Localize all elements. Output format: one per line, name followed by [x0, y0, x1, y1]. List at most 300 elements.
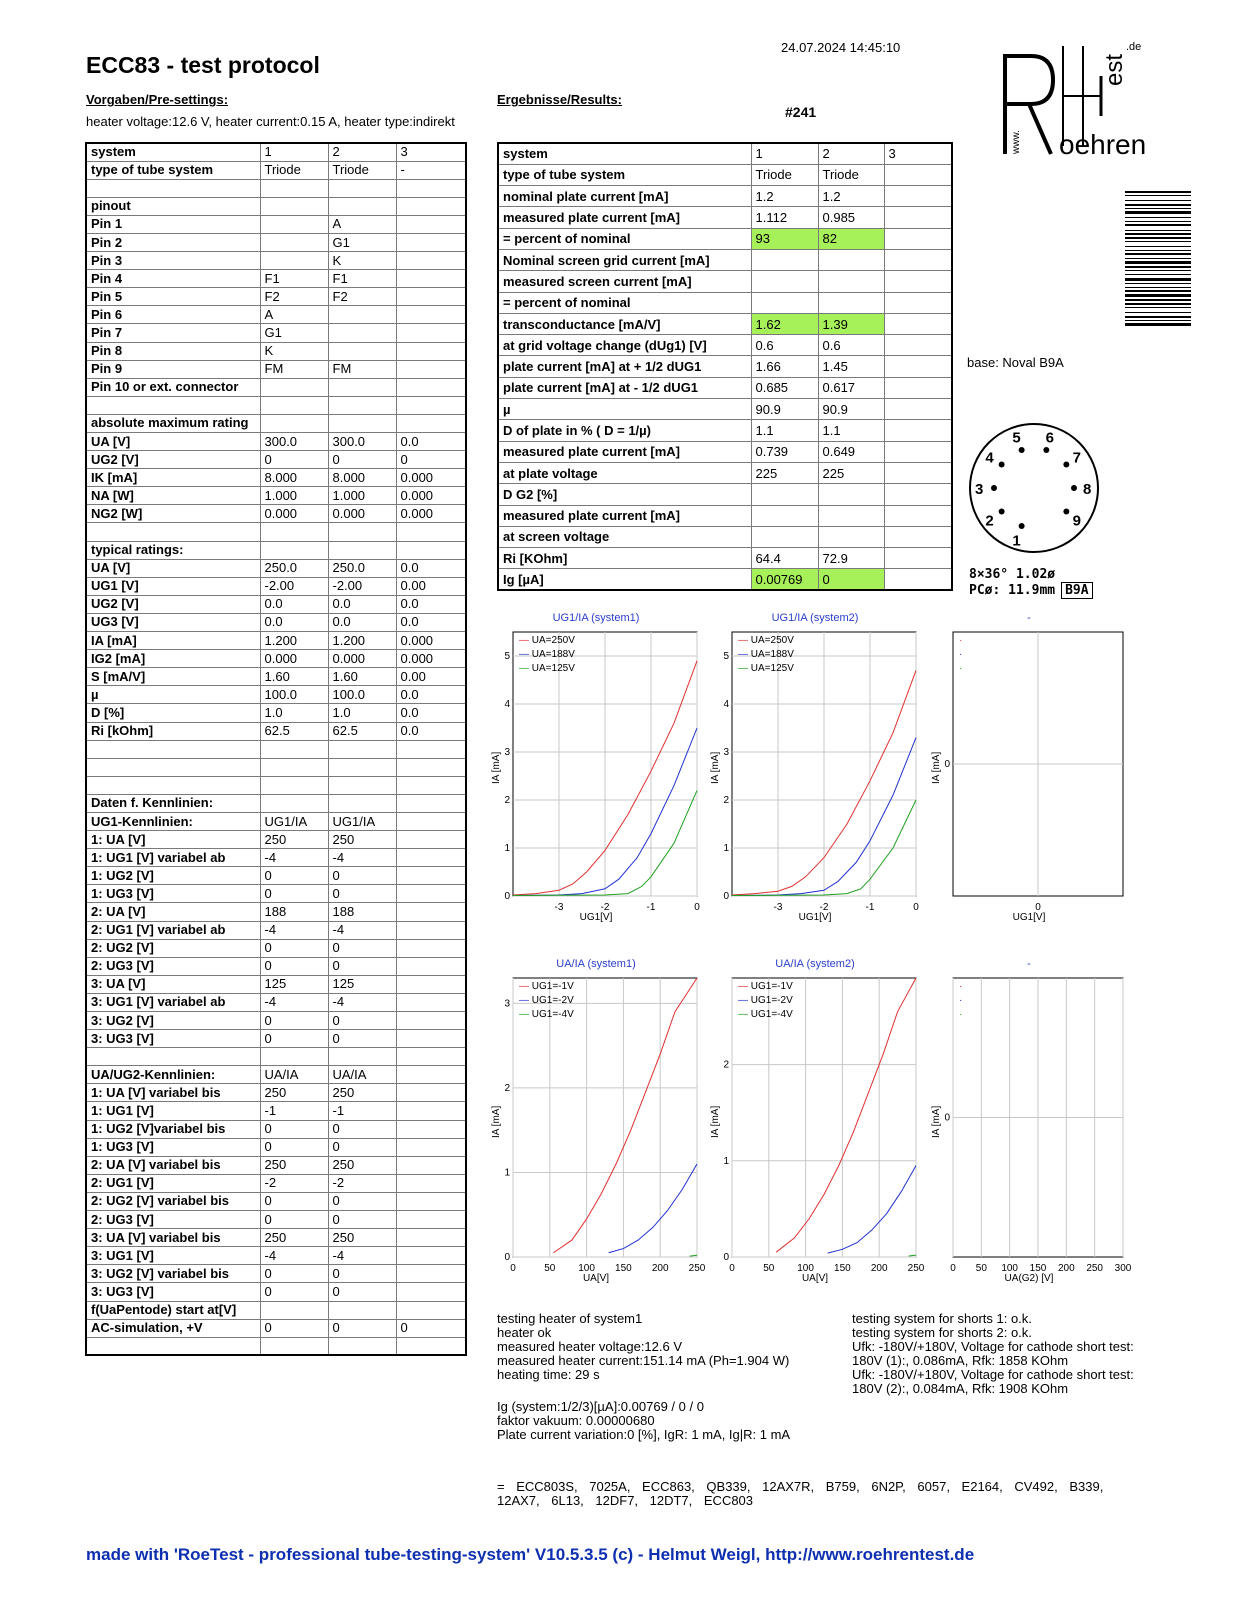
pre-label: UG1 [V] — [86, 577, 260, 595]
equivalent-tubes: = ECC803S, 7025A, ECC863, QB339, 12AX7R, B759, 6N2P, 6057, E2164, CV492, B339, 12AX7, 6L13, 12DF7, 12DT7, ECC803 — [497, 1479, 1104, 1508]
chart-title: UG1/IA (system2) — [771, 612, 859, 624]
pre-row — [86, 469, 466, 487]
report-line: heating time: 29 s — [497, 1367, 600, 1382]
pre-value — [396, 179, 466, 197]
pre-value: -4 — [328, 993, 396, 1011]
pre-row — [86, 541, 466, 559]
barcode-bar — [1125, 316, 1191, 318]
x-tick-label: -3 — [554, 902, 564, 913]
pre-value — [396, 1192, 466, 1210]
pre-label: UA [V] — [86, 559, 260, 577]
pin-number: 1 — [1012, 532, 1021, 550]
pre-value: -1 — [260, 1102, 328, 1120]
pre-row — [86, 740, 466, 758]
pre-value: 0.0 — [396, 613, 466, 631]
pre-value: F1 — [328, 270, 396, 288]
pre-value — [260, 1337, 328, 1355]
pre-value — [396, 1337, 466, 1355]
barcode-bar — [1125, 299, 1191, 301]
pre-value — [396, 1174, 466, 1192]
pre-value — [396, 378, 466, 396]
pre-row — [86, 360, 466, 378]
barcode-bar — [1125, 230, 1191, 231]
pre-label: 3: UG3 [V] — [86, 1030, 260, 1048]
report-line: testing system for shorts 2: o.k. — [852, 1325, 1032, 1340]
pre-value: Triode — [260, 161, 328, 179]
report-line: Ufk: -180V/+180V, Voltage for cathode short test: — [852, 1367, 1134, 1382]
x-tick-label: 150 — [834, 1263, 851, 1274]
pre-value: 188 — [328, 903, 396, 921]
x-tick-label: -1 — [646, 902, 656, 913]
res-value — [751, 526, 818, 547]
pre-label: NA [W] — [86, 487, 260, 505]
pre-value: A — [328, 215, 396, 233]
res-value: 225 — [818, 462, 884, 483]
x-tick-label: -2 — [819, 902, 829, 913]
pre-value: 0 — [328, 1120, 396, 1138]
pre-value: G1 — [260, 324, 328, 342]
pre-value: 0.0 — [396, 433, 466, 451]
x-axis-label: UA[V] — [801, 1273, 829, 1284]
chart-legend — [959, 980, 962, 1022]
legend-swatch: · — [959, 663, 963, 674]
pre-label: Pin 8 — [86, 342, 260, 360]
res-row — [498, 377, 952, 398]
pre-label: Pin 5 — [86, 288, 260, 306]
pre-row — [86, 559, 466, 577]
legend-label: UA=250V — [531, 635, 575, 646]
tube-base-outline — [970, 424, 1098, 552]
pre-label: 1: UG3 [V] — [86, 885, 260, 903]
pre-label: 2: UG1 [V] variabel ab — [86, 921, 260, 939]
pre-value — [396, 831, 466, 849]
legend-entry — [519, 994, 574, 1008]
res-row — [498, 335, 952, 356]
chart-6 — [927, 944, 1131, 1299]
x-tick-label: 50 — [975, 1263, 987, 1274]
pre-row — [86, 993, 466, 1011]
res-value: 90.9 — [818, 399, 884, 420]
pre-row — [86, 921, 466, 939]
pre-row — [86, 433, 466, 451]
pre-value — [260, 179, 328, 197]
pre-value — [396, 1102, 466, 1120]
y-tick-label: 0 — [504, 1252, 510, 1263]
legend-swatch: · — [959, 635, 963, 646]
pre-value: 188 — [260, 903, 328, 921]
y-tick-label: 0 — [944, 759, 950, 770]
pre-value: 0.000 — [396, 632, 466, 650]
pre-value: 1.000 — [260, 487, 328, 505]
pre-value — [328, 1337, 396, 1355]
res-value — [818, 505, 884, 526]
chart-2 — [706, 598, 924, 938]
pre-row — [86, 1319, 466, 1337]
barcode-bar — [1125, 320, 1191, 321]
pre-value: 250.0 — [328, 559, 396, 577]
pre-value: 1 — [260, 143, 328, 161]
pre-row — [86, 794, 466, 812]
chart-title: UA/IA (system1) — [556, 958, 636, 970]
res-value — [884, 484, 952, 505]
pre-row — [86, 613, 466, 631]
barcode-bar — [1125, 258, 1191, 259]
legend-label: UA=188V — [750, 649, 794, 660]
pre-row — [86, 957, 466, 975]
pre-value — [328, 740, 396, 758]
pre-value: FM — [328, 360, 396, 378]
pin-dot — [991, 485, 997, 491]
barcode-bar — [1125, 294, 1191, 297]
pre-label: Pin 3 — [86, 252, 260, 270]
pre-value — [396, 1156, 466, 1174]
pre-label: 2: UG2 [V] variabel bis — [86, 1192, 260, 1210]
pre-label: UG2 [V] — [86, 451, 260, 469]
res-row — [498, 462, 952, 483]
res-value: Triode — [818, 164, 884, 185]
legend-entry — [959, 662, 962, 676]
res-row — [498, 292, 952, 313]
x-axis-label: UG1[V] — [579, 912, 613, 923]
pre-row — [86, 1337, 466, 1355]
pre-label — [86, 1337, 260, 1355]
pre-value: 125 — [260, 975, 328, 993]
pre-value — [260, 378, 328, 396]
pre-row — [86, 903, 466, 921]
res-value: 0.985 — [818, 207, 884, 228]
pre-row — [86, 812, 466, 830]
pre-value — [328, 324, 396, 342]
legend-label: UA=250V — [750, 635, 794, 646]
y-tick-label: 0 — [723, 891, 729, 902]
res-value: 0.6 — [818, 335, 884, 356]
pre-row — [86, 1192, 466, 1210]
res-value — [884, 186, 952, 207]
pre-value — [396, 541, 466, 559]
res-label: nominal plate current [mA] — [498, 186, 751, 207]
pre-value: -2.00 — [328, 577, 396, 595]
pre-value — [328, 1301, 396, 1319]
legend-entry — [738, 634, 794, 648]
pre-value: Triode — [328, 161, 396, 179]
res-value: 72.9 — [818, 548, 884, 569]
x-tick-label: 0 — [913, 902, 919, 913]
pre-label: Pin 4 — [86, 270, 260, 288]
pre-label: 2: UG3 [V] — [86, 1211, 260, 1229]
x-axis-label: UG1[V] — [798, 912, 832, 923]
pre-value: 0.000 — [396, 505, 466, 523]
res-row — [498, 441, 952, 462]
pre-row — [86, 1012, 466, 1030]
legend-entry — [519, 648, 575, 662]
res-value: 1.1 — [818, 420, 884, 441]
pre-label: UA [V] — [86, 433, 260, 451]
pre-value: 250 — [260, 1084, 328, 1102]
y-tick-label: 3 — [504, 747, 510, 758]
res-value — [884, 420, 952, 441]
pre-value — [260, 541, 328, 559]
pin-note-line2: PCø: 11.9mm — [969, 583, 1056, 598]
pre-row — [86, 849, 466, 867]
pre-value — [396, 215, 466, 233]
pre-value: 62.5 — [260, 722, 328, 740]
res-label: D of plate in % ( D = 1/µ) — [498, 420, 751, 441]
res-value: 1.66 — [751, 356, 818, 377]
pre-value: 250 — [260, 1229, 328, 1247]
pre-label: 3: UG1 [V] — [86, 1247, 260, 1265]
res-value: 0.00769 — [751, 569, 818, 590]
res-value — [884, 377, 952, 398]
x-tick-label: 250 — [907, 1263, 924, 1274]
x-tick-label: 50 — [763, 1263, 775, 1274]
pre-row — [86, 1211, 466, 1229]
pre-value: 0.000 — [396, 487, 466, 505]
pre-label: Pin 10 or ext. connector — [86, 378, 260, 396]
legend-label: UA=188V — [531, 649, 575, 660]
pre-value: 0 — [328, 1319, 396, 1337]
legend-entry — [519, 662, 575, 676]
pre-value: -4 — [328, 1247, 396, 1265]
pre-value: 0 — [260, 957, 328, 975]
legend-entry — [959, 634, 962, 648]
base-type: base: Noval B9A — [967, 355, 1064, 370]
pre-value: 0 — [260, 1192, 328, 1210]
pre-label: 1: UG1 [V] — [86, 1102, 260, 1120]
res-value: 64.4 — [751, 548, 818, 569]
presettings-table — [85, 142, 467, 1356]
pre-row — [86, 396, 466, 414]
res-value — [751, 292, 818, 313]
report-line: measured heater current:151.14 mA (Ph=1.904 W) — [497, 1353, 790, 1368]
barcode-bar — [1125, 323, 1191, 326]
res-label: measured plate current [mA] — [498, 207, 751, 228]
report-line: testing system for shorts 1: o.k. — [852, 1311, 1032, 1326]
pin-dot — [1043, 447, 1049, 453]
pre-label: UG2 [V] — [86, 595, 260, 613]
res-value: 1 — [751, 143, 818, 164]
barcode-bar — [1125, 217, 1191, 218]
y-tick-label: 0 — [504, 891, 510, 902]
pre-value: UG1/IA — [260, 812, 328, 830]
pre-label: UG3 [V] — [86, 613, 260, 631]
res-row — [498, 207, 952, 228]
pin-number: 4 — [985, 449, 994, 467]
barcode-bar — [1125, 287, 1191, 288]
pre-value: 0 — [328, 1138, 396, 1156]
legend-swatch: — — [738, 1009, 751, 1020]
pre-value — [396, 252, 466, 270]
pre-value — [328, 396, 396, 414]
results-heading: Ergebnisse/Results: — [497, 92, 622, 107]
pre-value — [328, 197, 396, 215]
pin-number: 5 — [1012, 429, 1021, 447]
pre-value — [396, 1211, 466, 1229]
barcode-bar — [1125, 233, 1191, 235]
pre-label: µ — [86, 686, 260, 704]
pre-value: -4 — [260, 921, 328, 939]
pre-label: 1: UA [V] — [86, 831, 260, 849]
res-value: 93 — [751, 228, 818, 249]
pre-label: Pin 9 — [86, 360, 260, 378]
pre-label: 3: UA [V] variabel bis — [86, 1229, 260, 1247]
pre-value — [396, 758, 466, 776]
barcode-bar — [1125, 261, 1191, 264]
res-value — [884, 207, 952, 228]
res-value: 1.39 — [818, 313, 884, 334]
legend-label: UG1=-1V — [750, 981, 793, 992]
x-tick-label: 150 — [615, 1263, 632, 1274]
pre-value — [396, 1138, 466, 1156]
y-axis-label: IA [mA] — [931, 751, 942, 784]
pin-note-line1: 8×36° 1.02ø — [969, 567, 1056, 582]
pre-value: 250 — [328, 831, 396, 849]
y-tick-label: 5 — [504, 651, 510, 662]
report-line: Plate current variation:0 [%], IgR: 1 mA, Ig|R: 1 mA — [497, 1427, 791, 1442]
pre-value: 0 — [328, 1012, 396, 1030]
pre-value: -4 — [328, 849, 396, 867]
legend-entry — [738, 994, 793, 1008]
report-line: Ufk: -180V/+180V, Voltage for cathode short test: — [852, 1339, 1134, 1354]
pre-row — [86, 1120, 466, 1138]
barcode-bar — [1125, 290, 1191, 292]
res-label: transconductance [mA/V] — [498, 313, 751, 334]
barcode-bar — [1125, 200, 1191, 201]
legend-label: UG1=-4V — [750, 1009, 793, 1020]
pre-row — [86, 758, 466, 776]
pre-row — [86, 252, 466, 270]
pre-value — [396, 740, 466, 758]
pre-row — [86, 179, 466, 197]
x-tick-label: 100 — [578, 1263, 595, 1274]
pre-value: 250 — [260, 1156, 328, 1174]
chart-legend — [738, 980, 793, 1022]
x-tick-label: 250 — [688, 1263, 705, 1274]
pin-diagram — [966, 420, 1124, 560]
pre-label: system — [86, 143, 260, 161]
pre-value — [396, 939, 466, 957]
pre-value — [328, 794, 396, 812]
pre-value — [396, 957, 466, 975]
legend-swatch: — — [519, 663, 532, 674]
pre-value: 0.000 — [396, 650, 466, 668]
pre-value: 0.000 — [396, 469, 466, 487]
legend-swatch: — — [738, 981, 751, 992]
x-axis-label: UA(G2) [V] — [1004, 1273, 1054, 1284]
barcode-image — [1125, 191, 1191, 326]
pre-value — [396, 1012, 466, 1030]
x-tick-label: 0 — [1035, 902, 1041, 913]
pre-label: Pin 2 — [86, 233, 260, 251]
pre-value: UG1/IA — [328, 812, 396, 830]
pre-label: Ri [kOhm] — [86, 722, 260, 740]
pre-value — [328, 306, 396, 324]
pin-dot — [999, 509, 1005, 515]
res-label: Ri [KOhm] — [498, 548, 751, 569]
barcode-bar — [1125, 211, 1191, 214]
pre-row — [86, 1156, 466, 1174]
pre-label: 1: UG3 [V] — [86, 1138, 260, 1156]
pre-value — [396, 197, 466, 215]
res-row — [498, 420, 952, 441]
pre-row — [86, 831, 466, 849]
barcode-bar — [1125, 278, 1191, 281]
y-tick-label: 1 — [723, 843, 729, 854]
pre-label: f(UaPentode) start at[V] — [86, 1301, 260, 1319]
x-tick-label: -1 — [865, 902, 875, 913]
pre-row — [86, 215, 466, 233]
pin-dot — [1063, 461, 1069, 467]
res-value: 1.1 — [751, 420, 818, 441]
pre-label: NG2 [W] — [86, 505, 260, 523]
pre-label: absolute maximum rating — [86, 414, 260, 432]
x-axis-label: UG1[V] — [1012, 912, 1046, 923]
res-value — [751, 484, 818, 505]
x-tick-label: 100 — [797, 1263, 814, 1274]
pre-value: 0 — [328, 451, 396, 469]
pre-value: -4 — [328, 921, 396, 939]
x-tick-label: 0 — [729, 1263, 735, 1274]
res-row — [498, 569, 952, 590]
res-label: Nominal screen grid current [mA] — [498, 249, 751, 270]
pre-label: Pin 6 — [86, 306, 260, 324]
legend-label: UA=125V — [531, 663, 575, 674]
pre-value: F2 — [328, 288, 396, 306]
pre-value: 0.000 — [260, 505, 328, 523]
pre-value: 0 — [396, 1319, 466, 1337]
res-value — [884, 569, 952, 590]
pre-value: FM — [260, 360, 328, 378]
pre-value: 1.0 — [260, 704, 328, 722]
y-axis-label: IA [mA] — [491, 751, 502, 784]
pre-value: 0 — [328, 1030, 396, 1048]
y-axis-label: IA [mA] — [491, 1105, 502, 1138]
pre-value: 0.0 — [396, 722, 466, 740]
pre-row — [86, 1030, 466, 1048]
res-value: 82 — [818, 228, 884, 249]
res-row — [498, 228, 952, 249]
barcode-bar — [1125, 221, 1191, 222]
legend-swatch: · — [959, 981, 963, 992]
pre-label: 1: UG2 [V]variabel bis — [86, 1120, 260, 1138]
pre-value: 0.00 — [396, 668, 466, 686]
pre-row — [86, 776, 466, 794]
legend-entry — [959, 648, 962, 662]
barcode-bar — [1125, 303, 1191, 305]
pre-value: -2 — [260, 1174, 328, 1192]
pre-value: 8.000 — [260, 469, 328, 487]
pre-label — [86, 396, 260, 414]
legend-entry — [519, 634, 575, 648]
grid-current-report — [497, 1400, 790, 1442]
pre-label: 3: UG2 [V] — [86, 1012, 260, 1030]
pre-value: 100.0 — [260, 686, 328, 704]
pin-dot — [1019, 523, 1025, 529]
pre-value — [396, 1283, 466, 1301]
pre-label — [86, 1048, 260, 1066]
y-axis-label: IA [mA] — [710, 1105, 721, 1138]
res-value — [884, 249, 952, 270]
pre-label: UA/UG2-Kennlinien: — [86, 1066, 260, 1084]
pre-row — [86, 1138, 466, 1156]
res-value — [884, 228, 952, 249]
chart-legend — [519, 634, 575, 676]
legend-label: UG1=-4V — [531, 1009, 574, 1020]
y-tick-label: 0 — [723, 1252, 729, 1263]
results-table — [497, 142, 953, 591]
pre-value — [328, 758, 396, 776]
pre-label — [86, 758, 260, 776]
y-axis-label: IA [mA] — [710, 751, 721, 784]
